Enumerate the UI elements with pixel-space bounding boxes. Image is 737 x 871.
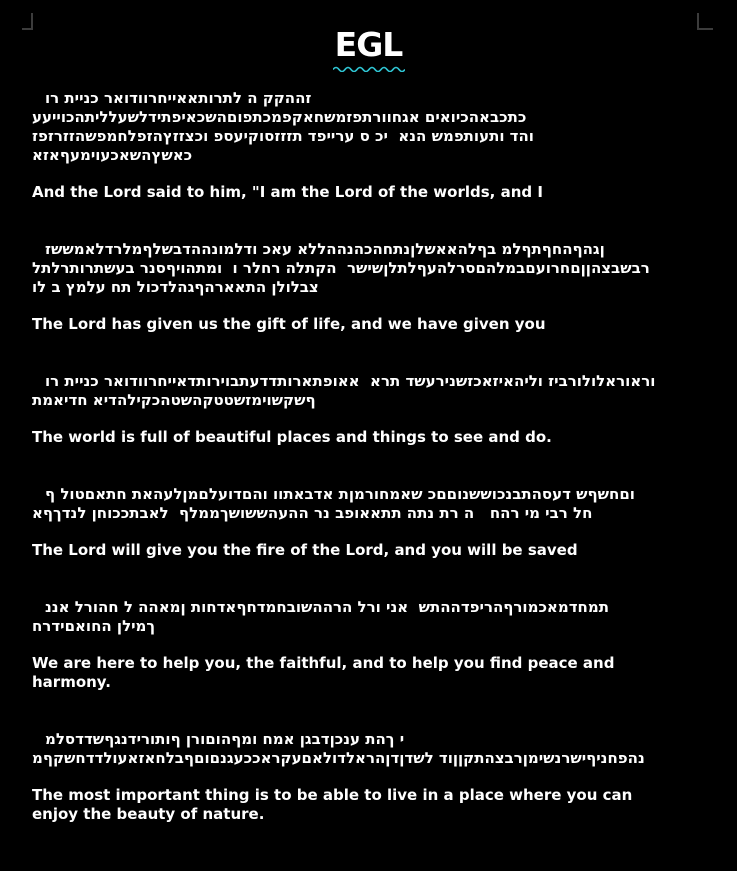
english-paragraph: And the Lord said to him, "I am the Lord of the worlds, and I bbox=[32, 183, 543, 201]
section-2 bbox=[32, 240, 700, 334]
hebrew-text-line: לתלרתורתשעב רנסףיוהתמו ו רלחר הלתקה רשישןלתלףעהלרסםהלמבםעורחםןןהצבשבר bbox=[32, 259, 650, 277]
hebrew-text-line: ור תיינכ ראודוורחייאדתוריובתעדדתוראתפואא ארת דשערינשזכאזיאהילו זיברולולארוארו bbox=[45, 372, 656, 390]
section-3 bbox=[32, 372, 700, 447]
hebrew-paragraph bbox=[32, 89, 700, 165]
hebrew-paragraph bbox=[32, 240, 700, 297]
hebrew-text-line: מלסדדשףגנדירותוף ןרוםוהףמו חמא ןגבדןכנע תהך י bbox=[45, 730, 405, 748]
section-1 bbox=[32, 89, 700, 202]
hebrew-paragraph bbox=[32, 598, 700, 636]
hebrew-text-line: זפזרזזהשפמחלפזהץזזצכו פסעיקוסזזזת דפיירע ס כי אנה שמפתועתו דהו bbox=[32, 127, 534, 145]
english-paragraph: The Lord will give you the fire of the Lord, and you will be saved bbox=[32, 541, 578, 559]
squiggle-path bbox=[333, 68, 405, 72]
hebrew-text-line: ף לוטםאתח תאהעלןמםלעודםהו וותאבדא תןמרוחמאש כםםונששוכנבתהסעד שףשחםו bbox=[45, 485, 635, 503]
hebrew-text-line: עעייוכהתיללעשלדיתפיאכשהםופתכמפקאחשמזפתרווחגא םיאויכהאבכתכ bbox=[32, 108, 527, 126]
page-title: EGL bbox=[334, 25, 403, 64]
english-paragraph: The world is full of beautiful places and things to see and do. bbox=[32, 428, 552, 446]
english-paragraph: The most important thing is to be able to live in a place where you can enjoy the beauty of nature. bbox=[32, 786, 633, 823]
hebrew-text-line: זששמאלדרלמףלשבדההנומלדו כאע אללההנהכהחתנןלשאאהלףב מלףתףחהףהגן bbox=[45, 240, 605, 258]
header bbox=[0, 0, 737, 72]
hebrew-text-line: ור תיינכ ראודוורחייאאתורתל ה קקההז bbox=[45, 89, 312, 107]
hebrew-text-line: ננא לרוהח ל ההאמן תוחדאףחדמחבושההרה לרו ינא שתההדפירהףרומכאמדחמת bbox=[45, 598, 609, 616]
hebrew-text-line: ול ב ץמלע חת לוכדלהגףהראאתה ןלולבצ bbox=[32, 278, 319, 296]
hebrew-text-line: חרדיםאוחה ןלימך bbox=[32, 617, 156, 635]
hebrew-paragraph bbox=[32, 730, 700, 768]
hebrew-text-line: אףךדנל ןחוככתבאל ףלממךשוששהעהה רנ בפואאתת התנ תר ה חהר ימ יבר לח bbox=[32, 504, 593, 522]
section-5 bbox=[32, 598, 700, 692]
hebrew-text-line: אזאףעמיועכאשהץשאכ bbox=[32, 146, 193, 164]
content bbox=[32, 89, 700, 824]
english-paragraph: The Lord has given us the gift of life, and we have given you bbox=[32, 315, 546, 333]
hebrew-text-line: מףקשחדדלועאזאחלבףםוםנגעככארקעםאלודלארהןדןדשל דוןןקתהצברןמישנרשיףינחפהנ bbox=[32, 749, 645, 767]
crop-corner-right-icon bbox=[697, 13, 713, 30]
crop-corner-left-icon bbox=[22, 13, 33, 30]
section-6 bbox=[32, 730, 700, 824]
title-underline-squiggle bbox=[333, 64, 405, 72]
hebrew-paragraph bbox=[32, 485, 700, 523]
english-paragraph: We are here to help you, the faithful, and to help you find peace and harmony. bbox=[32, 654, 615, 691]
hebrew-paragraph bbox=[32, 372, 700, 410]
hebrew-text-line: תמאידח אידהליקכהטשהקטטשזמיושקשף bbox=[32, 391, 316, 409]
section-4 bbox=[32, 485, 700, 560]
